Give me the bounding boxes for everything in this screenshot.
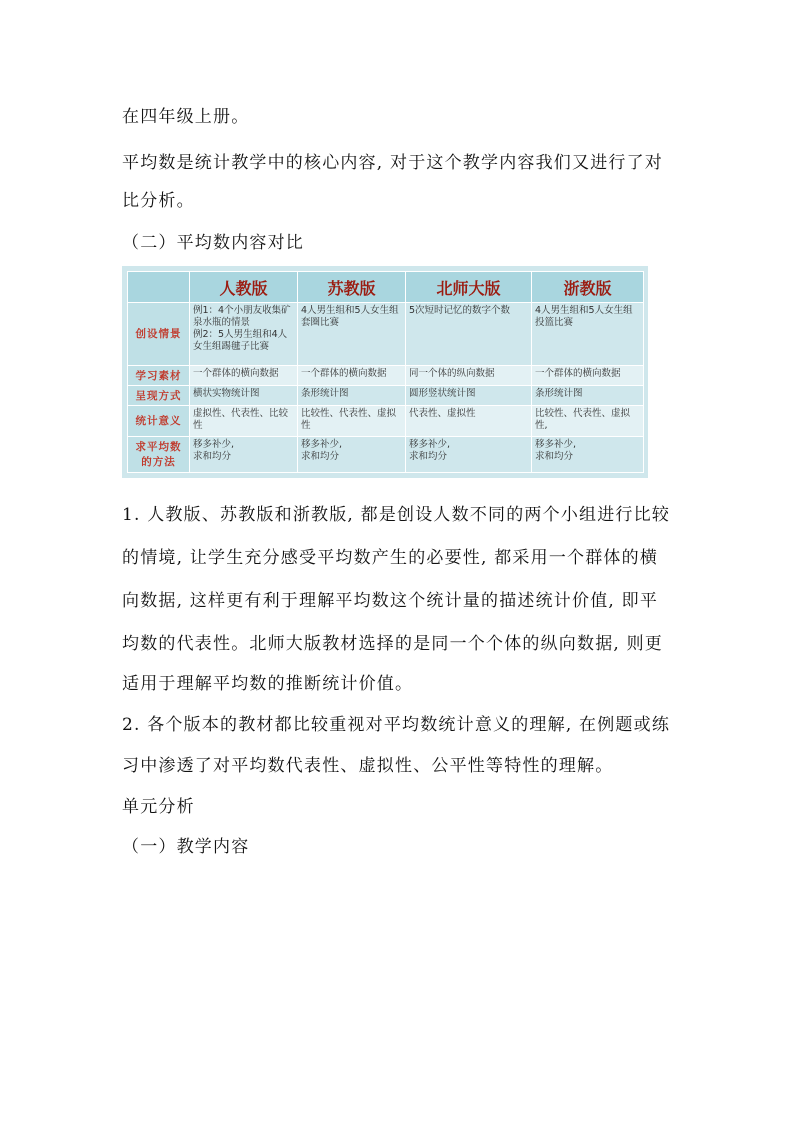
row-label: 求平均数的方法 (128, 436, 190, 472)
text-line: 适用于理解平均数的推断统计价值。 (122, 674, 414, 694)
text-line: 比分析。 (122, 191, 195, 211)
text-line: 向数据, 这样更有利于理解平均数这个统计量的描述统计价值, 即平 (122, 591, 659, 611)
table-cell: 移多补少, 求和均分 (406, 436, 532, 472)
table-cell: 圆形竖状统计图 (406, 385, 532, 405)
table-cell: 5次短时记忆的数字个数 (406, 303, 532, 366)
table-cell: 比较性、代表性、虚拟性 (298, 406, 406, 436)
table-cell: 4人男生组和5人女生组套圈比赛 (298, 303, 406, 366)
row-label: 统计意义 (128, 406, 190, 436)
header-renjiao: 人教版 (190, 272, 298, 303)
text-line: 的情境, 让学生充分感受平均数产生的必要性, 都采用一个群体的横 (122, 548, 659, 568)
table-cell: 条形统计图 (532, 385, 644, 405)
table-row (128, 406, 644, 436)
table-row (128, 303, 644, 366)
table-cell: 比较性、代表性、虚拟性, (532, 406, 644, 436)
table-cell: 例1：4个小朋友收集矿泉水瓶的情景 例2：5人男生组和4人女生组踢毽子比赛 (190, 303, 298, 366)
table-cell: 4人男生组和5人女生组投篮比赛 (532, 303, 644, 366)
table-cell: 同一个体的纵向数据 (406, 365, 532, 385)
table-cell: 移多补少, 求和均分 (190, 436, 298, 472)
row-label: 呈现方式 (128, 385, 190, 405)
section-heading: （二）平均数内容对比 (122, 233, 304, 253)
comparison-table (127, 271, 644, 473)
table-header-row (128, 272, 644, 303)
text-line: 习中渗透了对平均数代表性、虚拟性、公平性等特性的理解。 (122, 756, 614, 776)
table-cell: 代表性、虚拟性 (406, 406, 532, 436)
table-cell: 一个群体的横向数据 (298, 365, 406, 385)
table-cell: 一个群体的横向数据 (190, 365, 298, 385)
row-label: 创设情景 (128, 303, 190, 366)
text-line: 2. 各个版本的教材都比较重视对平均数统计意义的理解, 在例题或练 (122, 715, 671, 735)
header-zhejiao: 浙教版 (532, 272, 644, 303)
table-cell: 移多补少, 求和均分 (298, 436, 406, 472)
section-heading: （一）教学内容 (122, 837, 250, 857)
table-corner (128, 272, 190, 303)
table-cell: 横状实物统计图 (190, 385, 298, 405)
text-line: 1. 人教版、苏教版和浙教版, 都是创设人数不同的两个小组进行比较 (122, 505, 671, 525)
section-heading: 单元分析 (122, 797, 195, 817)
table-cell: 移多补少, 求和均分 (532, 436, 644, 472)
text-line: 平均数是统计教学中的核心内容, 对于这个教学内容我们又进行了对 (122, 153, 664, 173)
header-beishida: 北师大版 (406, 272, 532, 303)
table-row (128, 385, 644, 405)
row-label: 学习素材 (128, 365, 190, 385)
comparison-table-image (122, 266, 648, 478)
table-cell: 条形统计图 (298, 385, 406, 405)
table-row (128, 365, 644, 385)
table-row (128, 436, 644, 472)
table-cell: 虚拟性、代表性、比较性 (190, 406, 298, 436)
text-line: 均数的代表性。北师大版教材选择的是同一个个体的纵向数据, 则更 (122, 634, 664, 654)
text-line: 在四年级上册。 (122, 107, 250, 127)
table-cell: 一个群体的横向数据 (532, 365, 644, 385)
header-sujiao: 苏教版 (298, 272, 406, 303)
